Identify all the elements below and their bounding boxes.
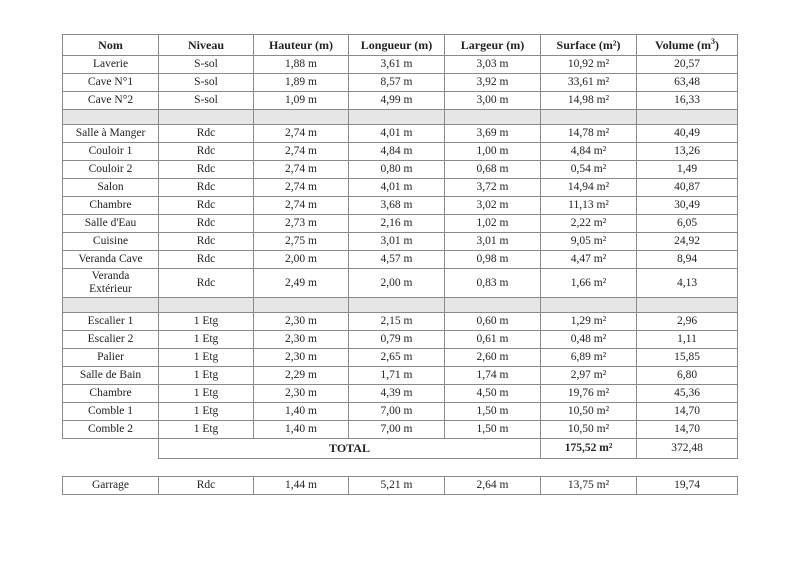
cell-nom: Salle de Bain	[63, 367, 159, 385]
cell-longueur: 0,80 m	[349, 161, 445, 179]
separator-cell	[63, 110, 159, 125]
cell-largeur: 1,02 m	[445, 215, 541, 233]
table-row	[63, 403, 738, 421]
cell-niveau: Rdc	[159, 179, 254, 197]
table-row	[63, 125, 738, 143]
cell-hauteur: 2,30 m	[254, 313, 349, 331]
cell-niveau: Rdc	[159, 215, 254, 233]
total-blank	[63, 439, 159, 459]
cell-nom: Cuisine	[63, 233, 159, 251]
cell-hauteur: 2,30 m	[254, 385, 349, 403]
cell-largeur: 3,02 m	[445, 197, 541, 215]
cell-nom: Chambre	[63, 197, 159, 215]
cell-largeur: 0,61 m	[445, 331, 541, 349]
cell-longueur: 3,68 m	[349, 197, 445, 215]
cell-volume: 4,13	[637, 269, 738, 298]
cell-nom: Chambre	[63, 385, 159, 403]
table-row	[63, 161, 738, 179]
cell-hauteur: 2,00 m	[254, 251, 349, 269]
cell-surface: 10,50 m²	[541, 421, 637, 439]
cell-niveau: Rdc	[159, 161, 254, 179]
cell-nom: Comble 2	[63, 421, 159, 439]
separator-cell	[254, 298, 349, 313]
cell-volume: 2,96	[637, 313, 738, 331]
cell-nom: Salon	[63, 179, 159, 197]
cell-longueur: 3,01 m	[349, 233, 445, 251]
garage-surface: 13,75 m²	[541, 477, 637, 495]
separator-cell	[254, 110, 349, 125]
header-largeur: Largeur (m)	[445, 35, 541, 56]
cell-nom: Cave N°1	[63, 74, 159, 92]
garage-hauteur: 1,44 m	[254, 477, 349, 495]
garage-row	[63, 477, 738, 495]
cell-niveau: 1 Etg	[159, 403, 254, 421]
rooms-body	[63, 56, 738, 439]
cell-volume: 13,26	[637, 143, 738, 161]
cell-largeur: 1,50 m	[445, 403, 541, 421]
table-row	[63, 313, 738, 331]
cell-largeur: 2,60 m	[445, 349, 541, 367]
table-row	[63, 367, 738, 385]
cell-nom: Couloir 2	[63, 161, 159, 179]
cell-surface: 0,48 m²	[541, 331, 637, 349]
cell-volume: 8,94	[637, 251, 738, 269]
cell-hauteur: 1,40 m	[254, 421, 349, 439]
cell-nom: Cave N°2	[63, 92, 159, 110]
table-row	[63, 251, 738, 269]
cell-niveau: 1 Etg	[159, 421, 254, 439]
separator-cell	[637, 298, 738, 313]
cell-largeur: 0,60 m	[445, 313, 541, 331]
cell-surface: 1,29 m²	[541, 313, 637, 331]
table-row	[63, 56, 738, 74]
header-row	[63, 35, 738, 56]
cell-longueur: 3,61 m	[349, 56, 445, 74]
cell-largeur: 4,50 m	[445, 385, 541, 403]
cell-longueur: 4,01 m	[349, 179, 445, 197]
table-row	[63, 385, 738, 403]
cell-nom: Couloir 1	[63, 143, 159, 161]
cell-surface: 0,54 m²	[541, 161, 637, 179]
cell-longueur: 2,65 m	[349, 349, 445, 367]
cell-largeur: 3,69 m	[445, 125, 541, 143]
cell-longueur: 1,71 m	[349, 367, 445, 385]
separator-cell	[445, 110, 541, 125]
table-row	[63, 215, 738, 233]
cell-longueur: 0,79 m	[349, 331, 445, 349]
cell-niveau: 1 Etg	[159, 385, 254, 403]
cell-surface: 19,76 m²	[541, 385, 637, 403]
rooms-table	[62, 34, 738, 459]
cell-volume: 40,87	[637, 179, 738, 197]
cell-surface: 4,47 m²	[541, 251, 637, 269]
garage-table	[62, 476, 738, 495]
header-hauteur: Hauteur (m)	[254, 35, 349, 56]
cell-volume: 24,92	[637, 233, 738, 251]
cell-surface: 6,89 m²	[541, 349, 637, 367]
cell-surface: 10,50 m²	[541, 403, 637, 421]
cell-volume: 6,05	[637, 215, 738, 233]
cell-volume: 40,49	[637, 125, 738, 143]
cell-surface: 2,97 m²	[541, 367, 637, 385]
table-row	[63, 269, 738, 298]
cell-volume: 45,36	[637, 385, 738, 403]
total-label: TOTAL	[159, 439, 541, 459]
cell-largeur: 0,68 m	[445, 161, 541, 179]
separator-cell	[445, 298, 541, 313]
cell-longueur: 7,00 m	[349, 421, 445, 439]
cell-hauteur: 2,49 m	[254, 269, 349, 298]
cell-niveau: Rdc	[159, 125, 254, 143]
cell-longueur: 4,01 m	[349, 125, 445, 143]
cell-surface: 14,94 m²	[541, 179, 637, 197]
total-surface: 175,52 m²	[541, 439, 637, 459]
table-row	[63, 179, 738, 197]
cell-volume: 1,49	[637, 161, 738, 179]
cell-hauteur: 2,74 m	[254, 125, 349, 143]
total-volume: 372,48	[637, 439, 738, 459]
cell-longueur: 4,39 m	[349, 385, 445, 403]
cell-hauteur: 2,74 m	[254, 143, 349, 161]
cell-hauteur: 2,29 m	[254, 367, 349, 385]
table-row	[63, 349, 738, 367]
cell-longueur: 4,84 m	[349, 143, 445, 161]
cell-surface: 14,98 m²	[541, 92, 637, 110]
cell-hauteur: 1,09 m	[254, 92, 349, 110]
cell-longueur: 7,00 m	[349, 403, 445, 421]
cell-niveau: Rdc	[159, 143, 254, 161]
cell-volume: 20,57	[637, 56, 738, 74]
cell-largeur: 3,92 m	[445, 74, 541, 92]
cell-surface: 9,05 m²	[541, 233, 637, 251]
header-volume-suffix: )	[714, 37, 719, 52]
cell-hauteur: 1,40 m	[254, 403, 349, 421]
cell-hauteur: 2,74 m	[254, 179, 349, 197]
cell-volume: 16,33	[637, 92, 738, 110]
cell-niveau: S-sol	[159, 92, 254, 110]
cell-nom: Salle d'Eau	[63, 215, 159, 233]
cell-niveau: S-sol	[159, 56, 254, 74]
cell-volume: 14,70	[637, 421, 738, 439]
cell-longueur: 2,16 m	[349, 215, 445, 233]
cell-nom: Escalier 2	[63, 331, 159, 349]
cell-hauteur: 2,73 m	[254, 215, 349, 233]
cell-nom: Comble 1	[63, 403, 159, 421]
header-volume	[637, 35, 738, 56]
table-row	[63, 143, 738, 161]
cell-niveau: 1 Etg	[159, 349, 254, 367]
separator-cell	[541, 110, 637, 125]
cell-hauteur: 2,74 m	[254, 197, 349, 215]
cell-nom: Veranda Cave	[63, 251, 159, 269]
separator-cell	[63, 298, 159, 313]
cell-surface: 11,13 m²	[541, 197, 637, 215]
separator-cell	[541, 298, 637, 313]
cell-hauteur: 2,75 m	[254, 233, 349, 251]
cell-volume: 63,48	[637, 74, 738, 92]
cell-longueur: 8,57 m	[349, 74, 445, 92]
header-volume-sup: 3	[710, 36, 715, 46]
cell-largeur: 0,98 m	[445, 251, 541, 269]
cell-niveau: Rdc	[159, 233, 254, 251]
cell-surface: 10,92 m²	[541, 56, 637, 74]
cell-niveau: 1 Etg	[159, 367, 254, 385]
cell-hauteur: 2,74 m	[254, 161, 349, 179]
cell-nom: Palier	[63, 349, 159, 367]
garage-largeur: 2,64 m	[445, 477, 541, 495]
cell-hauteur: 2,30 m	[254, 349, 349, 367]
cell-surface: 1,66 m²	[541, 269, 637, 298]
garage-longueur: 5,21 m	[349, 477, 445, 495]
header-surface: Surface (m²)	[541, 35, 637, 56]
garage-volume: 19,74	[637, 477, 738, 495]
header-nom: Nom	[63, 35, 159, 56]
cell-niveau: Rdc	[159, 251, 254, 269]
table-row	[63, 197, 738, 215]
header-volume-prefix: Volume (m	[655, 37, 711, 52]
cell-niveau: 1 Etg	[159, 331, 254, 349]
cell-hauteur: 2,30 m	[254, 331, 349, 349]
header-niveau: Niveau	[159, 35, 254, 56]
separator-row	[63, 298, 738, 313]
total-row	[63, 439, 738, 459]
cell-longueur: 2,00 m	[349, 269, 445, 298]
cell-nom: Salle à Manger	[63, 125, 159, 143]
table-row	[63, 92, 738, 110]
separator-row	[63, 110, 738, 125]
cell-largeur: 0,83 m	[445, 269, 541, 298]
separator-cell	[349, 298, 445, 313]
cell-volume: 15,85	[637, 349, 738, 367]
table-row	[63, 74, 738, 92]
cell-surface: 4,84 m²	[541, 143, 637, 161]
cell-nom: Laverie	[63, 56, 159, 74]
cell-volume: 14,70	[637, 403, 738, 421]
cell-largeur: 1,74 m	[445, 367, 541, 385]
table-row	[63, 331, 738, 349]
cell-surface: 14,78 m²	[541, 125, 637, 143]
header-longueur: Longueur (m)	[349, 35, 445, 56]
cell-longueur: 2,15 m	[349, 313, 445, 331]
separator-cell	[159, 110, 254, 125]
cell-hauteur: 1,89 m	[254, 74, 349, 92]
separator-cell	[159, 298, 254, 313]
cell-largeur: 3,72 m	[445, 179, 541, 197]
table-row	[63, 421, 738, 439]
cell-nom: Escalier 1	[63, 313, 159, 331]
cell-surface: 33,61 m²	[541, 74, 637, 92]
garage-niveau: Rdc	[159, 477, 254, 495]
cell-volume: 6,80	[637, 367, 738, 385]
cell-surface: 2,22 m²	[541, 215, 637, 233]
garage-nom: Garrage	[63, 477, 159, 495]
table-row	[63, 233, 738, 251]
separator-cell	[349, 110, 445, 125]
cell-niveau: S-sol	[159, 74, 254, 92]
cell-niveau: 1 Etg	[159, 313, 254, 331]
cell-volume: 30,49	[637, 197, 738, 215]
cell-largeur: 1,50 m	[445, 421, 541, 439]
cell-volume: 1,11	[637, 331, 738, 349]
cell-niveau: Rdc	[159, 197, 254, 215]
cell-largeur: 1,00 m	[445, 143, 541, 161]
separator-cell	[637, 110, 738, 125]
cell-largeur: 3,03 m	[445, 56, 541, 74]
cell-largeur: 3,00 m	[445, 92, 541, 110]
cell-largeur: 3,01 m	[445, 233, 541, 251]
cell-hauteur: 1,88 m	[254, 56, 349, 74]
cell-nom: Veranda Extérieur	[63, 269, 159, 298]
cell-longueur: 4,57 m	[349, 251, 445, 269]
cell-niveau: Rdc	[159, 269, 254, 298]
cell-longueur: 4,99 m	[349, 92, 445, 110]
